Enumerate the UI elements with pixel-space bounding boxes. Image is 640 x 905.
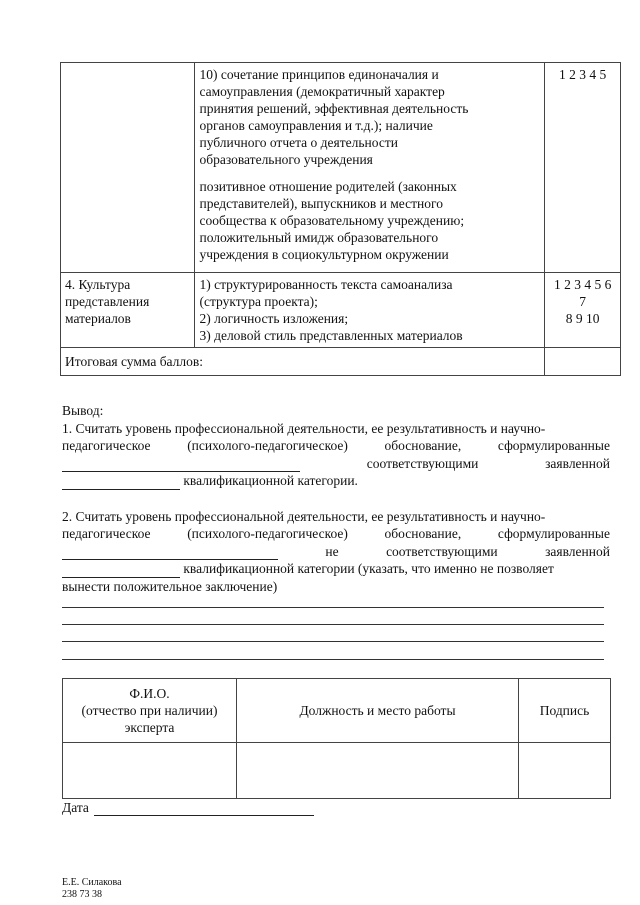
footer-phone: 238 73 38 <box>62 889 102 900</box>
word: обоснование, <box>384 438 462 453</box>
fill-blank[interactable] <box>62 475 180 490</box>
word: (психолого-педагогическое) <box>187 526 348 541</box>
word: не <box>325 543 339 559</box>
criteria-section <box>60 62 620 376</box>
answer-line[interactable] <box>62 659 604 660</box>
word: соответствующими <box>386 543 498 559</box>
indicator-paragraph: 10) сочетание принципов единоначалия и самоуправления (демократичный характер принятия решений, эффективная деятельность органов самоуправления и т.д.); наличие публичного отчета о деятельности образовательного учреждения <box>199 67 469 167</box>
conclusion-item1-line <box>62 455 610 473</box>
table-row <box>61 348 621 376</box>
header-fio: Ф.И.О. (отчество при наличии) эксперта <box>63 679 237 743</box>
conclusion-heading: Вывод: <box>62 403 104 418</box>
date-line <box>62 800 314 816</box>
conclusion-section <box>62 402 610 595</box>
word: педагогическое <box>62 526 151 541</box>
date-label: Дата <box>62 800 89 815</box>
word: обоснование, <box>384 526 462 541</box>
conclusion-item2-line: вынести положительное заключение) <box>62 578 278 594</box>
footer <box>62 877 122 901</box>
score-scale-cell <box>545 273 621 348</box>
fio-cell[interactable] <box>63 743 237 799</box>
criterion-indicators-cell <box>195 63 545 273</box>
conclusion-item2-line: 2. Считать уровень профессиональной деятельности, ее результативность и научно- <box>62 508 546 524</box>
text: квалификационной категории (указать, что именно не позволяет <box>183 561 554 576</box>
score-scale-line: 1 2 3 4 5 6 7 <box>553 277 612 309</box>
date-blank[interactable] <box>94 801 314 816</box>
word: (психолого-педагогическое) <box>187 438 348 453</box>
answer-line[interactable] <box>62 641 604 642</box>
fill-blank[interactable] <box>62 563 180 578</box>
word: сформулированные <box>497 438 610 453</box>
header-signature: Подпись <box>519 679 611 743</box>
conclusion-item2-line <box>62 543 610 561</box>
header-position: Должность и место работы <box>237 679 519 743</box>
word: педагогическое <box>62 438 151 453</box>
signature-cell[interactable] <box>519 743 611 799</box>
criterion-name-cell <box>61 63 195 273</box>
total-value-cell <box>545 348 621 376</box>
table-row <box>63 743 611 799</box>
conclusion-item1-line: 1. Считать уровень профессиональной деятельности, ее результативность и научно- <box>62 420 546 436</box>
indicator-paragraph: позитивное отношение родителей (законных представителей), выпускников и местного сообщества к образовательному учреждению; положительный имидж образовательного учреждения в социокультурном окружении <box>199 179 465 262</box>
footer-author: Е.Е. Силакова <box>62 877 122 888</box>
criteria-table <box>60 62 621 376</box>
conclusion-item1-line <box>62 472 610 490</box>
table-row <box>63 679 611 743</box>
score-scale-cell: 1 2 3 4 5 <box>545 63 621 273</box>
expert-signature-table <box>62 678 611 799</box>
total-label-cell: Итоговая сумма баллов: <box>61 348 545 376</box>
word: сформулированные <box>497 526 610 541</box>
answer-line[interactable] <box>62 607 604 608</box>
word: соответствующими <box>366 455 479 471</box>
word: заявленной <box>545 455 610 471</box>
fill-blank[interactable] <box>62 457 300 472</box>
conclusion-item2-line <box>62 560 610 578</box>
fill-blank[interactable] <box>62 545 278 560</box>
table-row <box>61 63 621 273</box>
conclusion-item2-line <box>62 525 610 543</box>
answer-line[interactable] <box>62 624 604 625</box>
score-scale-line: 8 9 10 <box>565 311 600 326</box>
conclusion-item1-line <box>62 437 610 455</box>
word: заявленной <box>545 543 610 559</box>
text: квалификационной категории. <box>183 473 358 488</box>
criterion-name-cell: 4. Культура представления материалов <box>61 273 195 348</box>
criterion-indicators-cell: 1) структурированность текста самоанализа (структура проекта); 2) логичность изложения; 3) деловой стиль представленных материалов <box>195 273 545 348</box>
position-cell[interactable] <box>237 743 519 799</box>
table-row <box>61 273 621 348</box>
